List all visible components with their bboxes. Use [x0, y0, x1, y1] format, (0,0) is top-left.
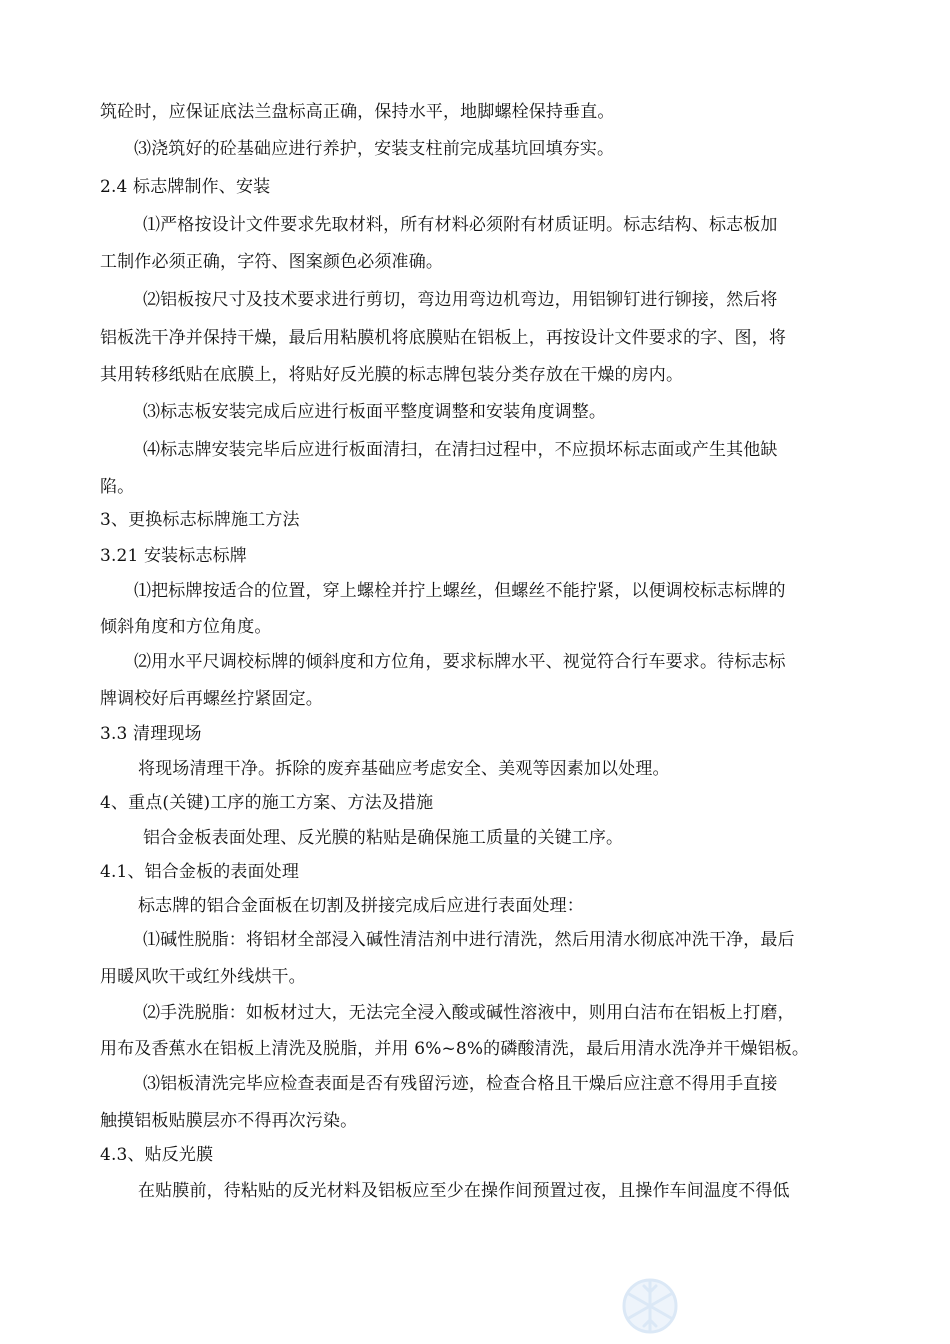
text-line: 4.3、贴反光膜 — [100, 1145, 214, 1165]
text-line: 标志牌的铝合金面板在切割及拼接完成后应进行表面处理： — [138, 896, 584, 916]
text-line: ⑶浇筑好的砼基础应进行养护，安装支柱前完成基坑回填夯实。 — [134, 139, 615, 159]
text-line: 用暖风吹干或红外线烘干。 — [100, 967, 306, 987]
text-line: 牌调校好后再螺丝拧紧固定。 — [100, 689, 323, 709]
text-line: 其用转移纸贴在底膜上，将贴好反光膜的标志牌包装分类存放在干燥的房内。 — [100, 365, 684, 385]
text-line: 4、重点(关键)工序的施工方案、方法及措施 — [100, 793, 434, 813]
text-line: 3.21 安装标志标牌 — [100, 546, 247, 566]
text-line: ⑴把标牌按适合的位置，穿上螺栓并拧上螺丝，但螺丝不能拧紧，以便调校标志标牌的 — [134, 581, 786, 601]
snowflake-icon — [612, 1268, 688, 1344]
text-line: 用布及香蕉水在铝板上清洗及脱脂，并用 6%~8%的磷酸清洗，最后用清水洗净并干燥铝板。 — [100, 1039, 810, 1059]
text-line: 4.1、铝合金板的表面处理 — [100, 862, 299, 882]
text-line: 倾斜角度和方位角度。 — [100, 617, 272, 637]
text-line: ⑴碱性脱脂：将铝材全部浸入碱性清洁剂中进行清洗，然后用清水彻底冲洗干净，最后 — [143, 930, 795, 950]
text-line: ⑵铝板按尺寸及技术要求进行剪切，弯边用弯边机弯边，用铝铆钉进行铆接，然后将 — [143, 290, 778, 310]
text-line: 在贴膜前，待粘贴的反光材料及铝板应至少在操作间预置过夜，且操作车间温度不得低 — [138, 1181, 790, 1201]
text-line: 2.4 标志牌制作、安装 — [100, 177, 271, 197]
text-line: 陷。 — [100, 477, 135, 497]
text-line: ⑴严格按设计文件要求先取材料，所有材料必须附有材质证明。标志结构、标志板加 — [143, 215, 778, 235]
text-line: 3.3 清理现场 — [100, 724, 202, 744]
text-line: 3、更换标志标牌施工方法 — [100, 510, 300, 530]
text-line: ⑶铝板清洗完毕应检查表面是否有残留污迹，检查合格且干燥后应注意不得用手直接 — [143, 1074, 778, 1094]
text-line: 触摸铝板贴膜层亦不得再次污染。 — [100, 1111, 358, 1131]
text-line: 工制作必须正确，字符、图案颜色必须准确。 — [100, 252, 443, 272]
text-line: ⑵手洗脱脂：如板材过大，无法完全浸入酸或碱性溶液中，则用白洁布在铝板上打磨， — [143, 1003, 795, 1023]
text-line: ⑶标志板安装完成后应进行板面平整度调整和安装角度调整。 — [143, 402, 607, 422]
text-line: 将现场清理干净。拆除的废弃基础应考虑安全、美观等因素加以处理。 — [138, 759, 670, 779]
text-line: ⑵用水平尺调校标牌的倾斜度和方位角，要求标牌水平、视觉符合行车要求。待标志标 — [134, 652, 786, 672]
text-line: 筑砼时，应保证底法兰盘标高正确，保持水平，地脚螺栓保持垂直。 — [100, 102, 615, 122]
text-line: 铝板洗干净并保持干燥，最后用粘膜机将底膜贴在铝板上，再按设计文件要求的字、图，将 — [100, 328, 786, 348]
text-line: 铝合金板表面处理、反光膜的粘贴是确保施工质量的关键工序。 — [143, 828, 624, 848]
text-line: ⑷标志牌安装完毕后应进行板面清扫，在清扫过程中，不应损坏标志面或产生其他缺 — [143, 440, 778, 460]
